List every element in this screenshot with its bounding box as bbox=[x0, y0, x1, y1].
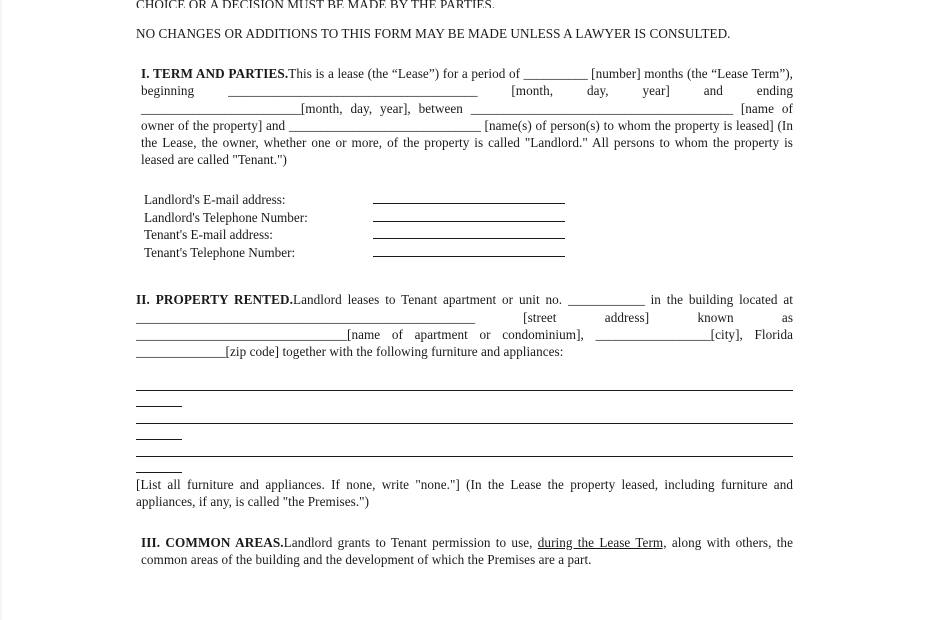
tenant-phone-input-line[interactable] bbox=[373, 245, 565, 257]
landlord-email-input-line[interactable] bbox=[373, 192, 565, 204]
spacer bbox=[136, 8, 793, 25]
write-in-rule-stub bbox=[136, 472, 182, 473]
section-i-text-3: [month, day, year] and ending bbox=[477, 83, 793, 99]
section-ii-text-5: [city], Florida bbox=[710, 326, 793, 342]
tenant-phone-label: Tenant's Telephone Number: bbox=[144, 244, 296, 260]
section-i-text-5: [name of owner of the property] and bbox=[141, 100, 793, 133]
write-in-line-stub[interactable] bbox=[136, 427, 793, 444]
section-i-heading: I. TERM AND PARTIES. bbox=[141, 66, 289, 82]
spacer bbox=[136, 360, 793, 377]
blank-apartment-name[interactable]: _________________________________ bbox=[136, 326, 347, 342]
section-ii-text-4: [name of apartment or condominium], bbox=[347, 326, 596, 342]
tenant-email-input-line[interactable] bbox=[373, 227, 565, 239]
section-i-text-2: [number] months (the “Lease Term”), beginning bbox=[141, 66, 794, 99]
write-in-rule bbox=[136, 423, 793, 424]
clipped-top-line-wrapper bbox=[136, 0, 793, 8]
blank-owner-name[interactable]: _________________________________________ bbox=[470, 100, 733, 116]
spacer bbox=[136, 168, 793, 191]
write-in-rule-stub bbox=[136, 439, 182, 440]
write-in-line-stub[interactable] bbox=[136, 394, 793, 411]
contact-row bbox=[144, 209, 793, 227]
blank-city[interactable]: __________________ bbox=[595, 326, 711, 342]
spacer bbox=[136, 42, 793, 65]
section-property-rented bbox=[136, 291, 793, 360]
write-in-rule bbox=[136, 390, 793, 391]
contact-row bbox=[144, 191, 793, 209]
write-in-line-stub[interactable] bbox=[136, 460, 793, 477]
contact-information-block bbox=[136, 191, 793, 261]
blank-lease-months[interactable]: __________ bbox=[523, 66, 588, 82]
write-in-rule-stub bbox=[136, 406, 182, 407]
section-common-areas bbox=[136, 534, 793, 568]
section-ii-text-2: in the building located at bbox=[644, 292, 793, 308]
write-in-line[interactable] bbox=[136, 377, 793, 394]
section-iii-text-1: Landlord grants to Tenant permission to use, bbox=[283, 534, 538, 550]
spacer bbox=[136, 261, 793, 291]
contact-row bbox=[144, 244, 793, 262]
section-term-and-parties bbox=[136, 65, 793, 168]
section-ii-heading: II. PROPERTY RENTED. bbox=[136, 292, 293, 308]
landlord-email-label: Landlord's E-mail address: bbox=[144, 192, 286, 208]
spacer bbox=[136, 511, 793, 534]
clipped-top-line: CHOICE OR A DECISION MUST BE MADE BY THE PARTIES. bbox=[136, 0, 496, 8]
blank-begin-date[interactable]: _______________________________________ bbox=[228, 83, 478, 99]
tenant-email-label: Tenant's E-mail address: bbox=[144, 227, 273, 243]
lawyer-consultation-notice: NO CHANGES OR ADDITIONS TO THIS FORM MAY BE MADE UNLESS A LAWYER IS CONSULTED. bbox=[136, 26, 731, 41]
page-left-edge-shade bbox=[0, 0, 3, 620]
section-iii-underlined-phrase: during the Lease Term, bbox=[537, 534, 667, 550]
section-ii-text-1: Landlord leases to Tenant apartment or unit no. bbox=[292, 292, 568, 308]
write-in-rule bbox=[136, 456, 793, 457]
section-iii-text-2: along with others, the common areas of the building and the development of which the Premises are a part. bbox=[141, 534, 793, 567]
blank-unit-number[interactable]: ____________ bbox=[568, 292, 645, 308]
write-in-line[interactable] bbox=[136, 410, 793, 427]
section-ii-text-3: [street address] known as bbox=[474, 309, 793, 325]
blank-end-date[interactable]: _________________________ bbox=[141, 100, 301, 116]
write-in-line[interactable] bbox=[136, 443, 793, 460]
section-i-text-4: [month, day, year], between bbox=[300, 100, 471, 116]
section-i-text-6: [name(s) of person(s) to whom the property is leased] (In the Lease, the owner, whether one or more, of the property is called "Landlord." All persons to whom the property is leased are called "Tenant.") bbox=[141, 117, 793, 168]
section-i-text-1: This is a lease (the “Lease”) for a period of bbox=[288, 66, 524, 82]
furniture-appliances-write-in-area[interactable] bbox=[136, 377, 793, 476]
blank-tenant-names[interactable]: ______________________________ bbox=[288, 117, 481, 133]
blank-zip-code[interactable]: ______________ bbox=[136, 344, 226, 360]
furniture-listing-note: [List all furniture and appliances. If none, write "none."] (In the Lease the property leased, including furniture and appliances, if any, is called "the Premises.") bbox=[136, 477, 793, 510]
landlord-phone-label: Landlord's Telephone Number: bbox=[144, 209, 308, 225]
contact-row bbox=[144, 226, 793, 244]
landlord-phone-input-line[interactable] bbox=[373, 210, 565, 222]
document-text-column bbox=[136, 0, 793, 568]
blank-street-address[interactable]: _____________________________________________________ bbox=[136, 309, 475, 325]
section-ii-text-6: [zip code] together with the following furniture and appliances: bbox=[225, 344, 564, 360]
section-iii-heading: III. COMMON AREAS. bbox=[141, 534, 284, 550]
